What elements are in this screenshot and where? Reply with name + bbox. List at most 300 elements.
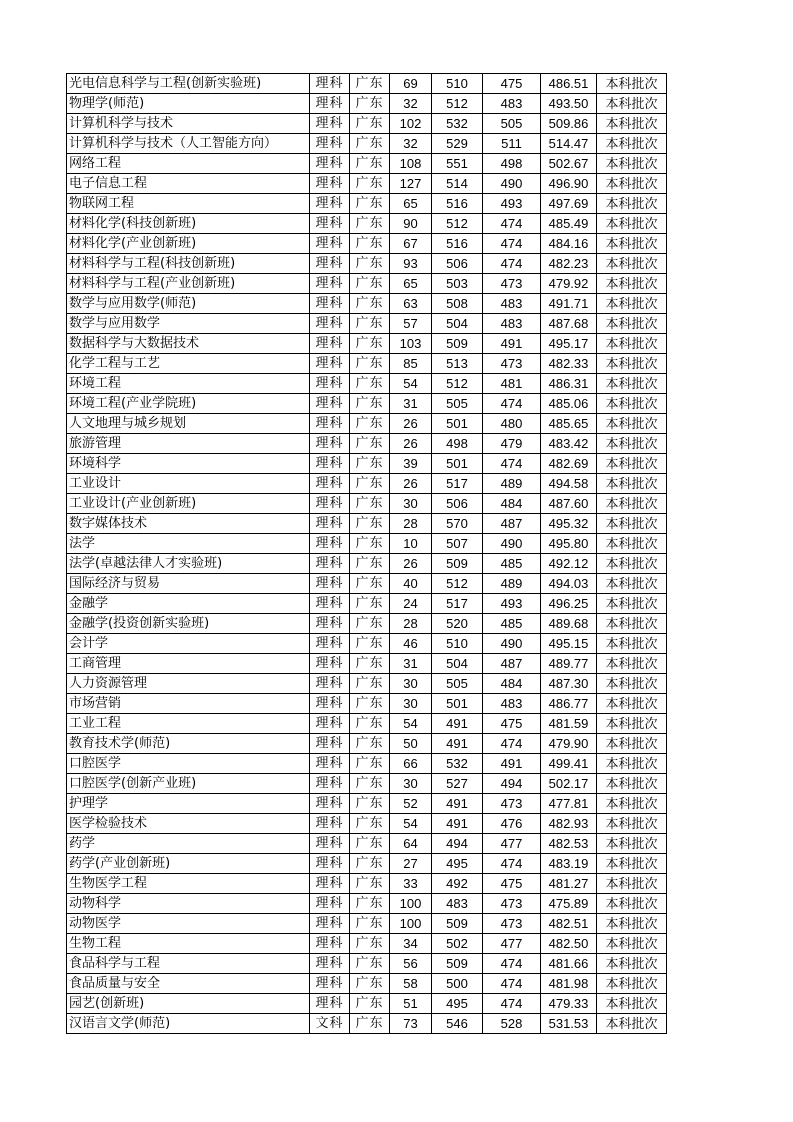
province-cell: 广东 <box>350 634 390 654</box>
min-score-cell: 483 <box>483 294 541 314</box>
category-cell: 理科 <box>310 994 350 1014</box>
enrollment-count-cell: 32 <box>390 94 432 114</box>
table-row <box>67 994 667 1014</box>
category-cell: 理科 <box>310 974 350 994</box>
table-row <box>67 594 667 614</box>
avg-score-cell: 495.17 <box>541 334 597 354</box>
batch-cell: 本科批次 <box>597 834 667 854</box>
table-row <box>67 214 667 234</box>
max-score-cell: 507 <box>432 534 483 554</box>
min-score-cell: 487 <box>483 654 541 674</box>
major-cell: 材料化学(科技创新班) <box>67 214 310 234</box>
enrollment-count-cell: 67 <box>390 234 432 254</box>
province-cell: 广东 <box>350 914 390 934</box>
province-cell: 广东 <box>350 354 390 374</box>
max-score-cell: 506 <box>432 254 483 274</box>
major-cell: 市场营销 <box>67 694 310 714</box>
category-cell: 理科 <box>310 374 350 394</box>
major-cell: 食品质量与安全 <box>67 974 310 994</box>
enrollment-count-cell: 46 <box>390 634 432 654</box>
table-row <box>67 394 667 414</box>
avg-score-cell: 494.58 <box>541 474 597 494</box>
min-score-cell: 474 <box>483 954 541 974</box>
table-row <box>67 374 667 394</box>
table-row <box>67 854 667 874</box>
enrollment-count-cell: 26 <box>390 554 432 574</box>
major-cell: 食品科学与工程 <box>67 954 310 974</box>
province-cell: 广东 <box>350 154 390 174</box>
category-cell: 理科 <box>310 634 350 654</box>
min-score-cell: 490 <box>483 534 541 554</box>
min-score-cell: 483 <box>483 694 541 714</box>
avg-score-cell: 489.68 <box>541 614 597 634</box>
avg-score-cell: 481.66 <box>541 954 597 974</box>
batch-cell: 本科批次 <box>597 594 667 614</box>
table-row <box>67 734 667 754</box>
province-cell: 广东 <box>350 254 390 274</box>
min-score-cell: 474 <box>483 234 541 254</box>
major-cell: 材料科学与工程(产业创新班) <box>67 274 310 294</box>
table-row <box>67 514 667 534</box>
min-score-cell: 474 <box>483 994 541 1014</box>
province-cell: 广东 <box>350 934 390 954</box>
avg-score-cell: 502.17 <box>541 774 597 794</box>
max-score-cell: 551 <box>432 154 483 174</box>
enrollment-count-cell: 30 <box>390 694 432 714</box>
province-cell: 广东 <box>350 554 390 574</box>
avg-score-cell: 482.93 <box>541 814 597 834</box>
province-cell: 广东 <box>350 994 390 1014</box>
avg-score-cell: 497.69 <box>541 194 597 214</box>
avg-score-cell: 496.90 <box>541 174 597 194</box>
avg-score-cell: 502.67 <box>541 154 597 174</box>
major-cell: 旅游管理 <box>67 434 310 454</box>
enrollment-count-cell: 57 <box>390 314 432 334</box>
min-score-cell: 474 <box>483 454 541 474</box>
avg-score-cell: 491.71 <box>541 294 597 314</box>
category-cell: 理科 <box>310 554 350 574</box>
enrollment-count-cell: 58 <box>390 974 432 994</box>
table-row <box>67 634 667 654</box>
avg-score-cell: 531.53 <box>541 1014 597 1034</box>
min-score-cell: 474 <box>483 394 541 414</box>
major-cell: 金融学 <box>67 594 310 614</box>
max-score-cell: 570 <box>432 514 483 534</box>
max-score-cell: 514 <box>432 174 483 194</box>
province-cell: 广东 <box>350 814 390 834</box>
enrollment-count-cell: 28 <box>390 614 432 634</box>
province-cell: 广东 <box>350 734 390 754</box>
table-row <box>67 454 667 474</box>
batch-cell: 本科批次 <box>597 174 667 194</box>
table-row <box>67 754 667 774</box>
max-score-cell: 517 <box>432 474 483 494</box>
category-cell: 理科 <box>310 334 350 354</box>
enrollment-count-cell: 93 <box>390 254 432 274</box>
min-score-cell: 473 <box>483 894 541 914</box>
province-cell: 广东 <box>350 94 390 114</box>
category-cell: 理科 <box>310 934 350 954</box>
province-cell: 广东 <box>350 974 390 994</box>
enrollment-count-cell: 27 <box>390 854 432 874</box>
avg-score-cell: 477.81 <box>541 794 597 814</box>
avg-score-cell: 495.80 <box>541 534 597 554</box>
major-cell: 药学(产业创新班) <box>67 854 310 874</box>
max-score-cell: 491 <box>432 734 483 754</box>
category-cell: 理科 <box>310 234 350 254</box>
major-cell: 工商管理 <box>67 654 310 674</box>
table-row <box>67 914 667 934</box>
table-row <box>67 1014 667 1034</box>
batch-cell: 本科批次 <box>597 674 667 694</box>
batch-cell: 本科批次 <box>597 234 667 254</box>
max-score-cell: 491 <box>432 714 483 734</box>
avg-score-cell: 479.33 <box>541 994 597 1014</box>
min-score-cell: 493 <box>483 194 541 214</box>
min-score-cell: 475 <box>483 74 541 94</box>
enrollment-count-cell: 63 <box>390 294 432 314</box>
batch-cell: 本科批次 <box>597 1014 667 1034</box>
enrollment-count-cell: 100 <box>390 894 432 914</box>
major-cell: 工业工程 <box>67 714 310 734</box>
min-score-cell: 474 <box>483 854 541 874</box>
max-score-cell: 509 <box>432 954 483 974</box>
province-cell: 广东 <box>350 454 390 474</box>
enrollment-count-cell: 69 <box>390 74 432 94</box>
enrollment-count-cell: 31 <box>390 394 432 414</box>
batch-cell: 本科批次 <box>597 574 667 594</box>
avg-score-cell: 487.60 <box>541 494 597 514</box>
major-cell: 网络工程 <box>67 154 310 174</box>
enrollment-count-cell: 90 <box>390 214 432 234</box>
batch-cell: 本科批次 <box>597 134 667 154</box>
major-cell: 化学工程与工艺 <box>67 354 310 374</box>
category-cell: 理科 <box>310 894 350 914</box>
max-score-cell: 512 <box>432 94 483 114</box>
major-cell: 物理学(师范) <box>67 94 310 114</box>
max-score-cell: 501 <box>432 414 483 434</box>
category-cell: 理科 <box>310 274 350 294</box>
category-cell: 理科 <box>310 254 350 274</box>
province-cell: 广东 <box>350 594 390 614</box>
province-cell: 广东 <box>350 674 390 694</box>
province-cell: 广东 <box>350 114 390 134</box>
min-score-cell: 474 <box>483 254 541 274</box>
max-score-cell: 494 <box>432 834 483 854</box>
category-cell: 理科 <box>310 294 350 314</box>
enrollment-count-cell: 54 <box>390 714 432 734</box>
major-cell: 材料科学与工程(科技创新班) <box>67 254 310 274</box>
major-cell: 园艺(创新班) <box>67 994 310 1014</box>
table-row <box>67 294 667 314</box>
batch-cell: 本科批次 <box>597 854 667 874</box>
batch-cell: 本科批次 <box>597 194 667 214</box>
major-cell: 材料化学(产业创新班) <box>67 234 310 254</box>
batch-cell: 本科批次 <box>597 394 667 414</box>
table-row <box>67 674 667 694</box>
major-cell: 光电信息科学与工程(创新实验班) <box>67 74 310 94</box>
batch-cell: 本科批次 <box>597 494 667 514</box>
batch-cell: 本科批次 <box>597 814 667 834</box>
enrollment-count-cell: 50 <box>390 734 432 754</box>
table-row <box>67 174 667 194</box>
batch-cell: 本科批次 <box>597 294 667 314</box>
province-cell: 广东 <box>350 714 390 734</box>
batch-cell: 本科批次 <box>597 914 667 934</box>
batch-cell: 本科批次 <box>597 554 667 574</box>
batch-cell: 本科批次 <box>597 754 667 774</box>
min-score-cell: 473 <box>483 354 541 374</box>
max-score-cell: 546 <box>432 1014 483 1034</box>
table-row <box>67 974 667 994</box>
table-row <box>67 574 667 594</box>
avg-score-cell: 486.31 <box>541 374 597 394</box>
province-cell: 广东 <box>350 774 390 794</box>
max-score-cell: 505 <box>432 674 483 694</box>
table-row <box>67 534 667 554</box>
province-cell: 广东 <box>350 834 390 854</box>
category-cell: 理科 <box>310 674 350 694</box>
batch-cell: 本科批次 <box>597 474 667 494</box>
major-cell: 口腔医学 <box>67 754 310 774</box>
min-score-cell: 475 <box>483 874 541 894</box>
max-score-cell: 491 <box>432 814 483 834</box>
max-score-cell: 502 <box>432 934 483 954</box>
category-cell: 理科 <box>310 534 350 554</box>
max-score-cell: 516 <box>432 234 483 254</box>
avg-score-cell: 479.90 <box>541 734 597 754</box>
enrollment-count-cell: 73 <box>390 1014 432 1034</box>
max-score-cell: 532 <box>432 114 483 134</box>
batch-cell: 本科批次 <box>597 714 667 734</box>
table-row <box>67 154 667 174</box>
enrollment-count-cell: 34 <box>390 934 432 954</box>
max-score-cell: 504 <box>432 654 483 674</box>
avg-score-cell: 484.16 <box>541 234 597 254</box>
category-cell: 理科 <box>310 194 350 214</box>
table-row <box>67 554 667 574</box>
province-cell: 广东 <box>350 874 390 894</box>
category-cell: 理科 <box>310 94 350 114</box>
max-score-cell: 513 <box>432 354 483 374</box>
table-row <box>67 654 667 674</box>
enrollment-count-cell: 32 <box>390 134 432 154</box>
min-score-cell: 505 <box>483 114 541 134</box>
table-row <box>67 494 667 514</box>
max-score-cell: 509 <box>432 334 483 354</box>
min-score-cell: 490 <box>483 174 541 194</box>
batch-cell: 本科批次 <box>597 654 667 674</box>
avg-score-cell: 483.19 <box>541 854 597 874</box>
province-cell: 广东 <box>350 374 390 394</box>
category-cell: 理科 <box>310 454 350 474</box>
avg-score-cell: 483.42 <box>541 434 597 454</box>
avg-score-cell: 486.77 <box>541 694 597 714</box>
major-cell: 动物科学 <box>67 894 310 914</box>
enrollment-count-cell: 30 <box>390 494 432 514</box>
major-cell: 计算机科学与技术（人工智能方向） <box>67 134 310 154</box>
category-cell: 理科 <box>310 134 350 154</box>
category-cell: 理科 <box>310 954 350 974</box>
province-cell: 广东 <box>350 894 390 914</box>
province-cell: 广东 <box>350 694 390 714</box>
batch-cell: 本科批次 <box>597 94 667 114</box>
enrollment-count-cell: 127 <box>390 174 432 194</box>
batch-cell: 本科批次 <box>597 434 667 454</box>
table-row <box>67 334 667 354</box>
avg-score-cell: 495.32 <box>541 514 597 534</box>
major-cell: 数据科学与大数据技术 <box>67 334 310 354</box>
major-cell: 数学与应用数学(师范) <box>67 294 310 314</box>
max-score-cell: 498 <box>432 434 483 454</box>
min-score-cell: 485 <box>483 614 541 634</box>
table-row <box>67 234 667 254</box>
province-cell: 广东 <box>350 434 390 454</box>
min-score-cell: 490 <box>483 634 541 654</box>
batch-cell: 本科批次 <box>597 374 667 394</box>
major-cell: 教育技术学(师范) <box>67 734 310 754</box>
min-score-cell: 493 <box>483 594 541 614</box>
major-cell: 环境工程(产业学院班) <box>67 394 310 414</box>
major-cell: 电子信息工程 <box>67 174 310 194</box>
min-score-cell: 491 <box>483 334 541 354</box>
batch-cell: 本科批次 <box>597 214 667 234</box>
province-cell: 广东 <box>350 174 390 194</box>
table-row <box>67 774 667 794</box>
min-score-cell: 476 <box>483 814 541 834</box>
enrollment-count-cell: 31 <box>390 654 432 674</box>
enrollment-count-cell: 52 <box>390 794 432 814</box>
major-cell: 会计学 <box>67 634 310 654</box>
avg-score-cell: 486.51 <box>541 74 597 94</box>
table-row <box>67 194 667 214</box>
min-score-cell: 479 <box>483 434 541 454</box>
category-cell: 理科 <box>310 114 350 134</box>
category-cell: 理科 <box>310 74 350 94</box>
table-row <box>67 894 667 914</box>
province-cell: 广东 <box>350 214 390 234</box>
batch-cell: 本科批次 <box>597 534 667 554</box>
batch-cell: 本科批次 <box>597 514 667 534</box>
avg-score-cell: 481.27 <box>541 874 597 894</box>
admission-scores-table <box>66 73 667 1034</box>
batch-cell: 本科批次 <box>597 774 667 794</box>
province-cell: 广东 <box>350 334 390 354</box>
batch-cell: 本科批次 <box>597 314 667 334</box>
min-score-cell: 483 <box>483 314 541 334</box>
enrollment-count-cell: 66 <box>390 754 432 774</box>
province-cell: 广东 <box>350 294 390 314</box>
province-cell: 广东 <box>350 1014 390 1034</box>
avg-score-cell: 495.15 <box>541 634 597 654</box>
table-row <box>67 714 667 734</box>
batch-cell: 本科批次 <box>597 414 667 434</box>
major-cell: 口腔医学(创新产业班) <box>67 774 310 794</box>
major-cell: 物联网工程 <box>67 194 310 214</box>
avg-score-cell: 487.30 <box>541 674 597 694</box>
max-score-cell: 495 <box>432 994 483 1014</box>
province-cell: 广东 <box>350 534 390 554</box>
enrollment-count-cell: 64 <box>390 834 432 854</box>
category-cell: 理科 <box>310 814 350 834</box>
major-cell: 生物医学工程 <box>67 874 310 894</box>
max-score-cell: 491 <box>432 794 483 814</box>
avg-score-cell: 489.77 <box>541 654 597 674</box>
batch-cell: 本科批次 <box>597 794 667 814</box>
min-score-cell: 498 <box>483 154 541 174</box>
batch-cell: 本科批次 <box>597 734 667 754</box>
avg-score-cell: 485.49 <box>541 214 597 234</box>
max-score-cell: 492 <box>432 874 483 894</box>
category-cell: 理科 <box>310 714 350 734</box>
enrollment-count-cell: 30 <box>390 774 432 794</box>
min-score-cell: 485 <box>483 554 541 574</box>
batch-cell: 本科批次 <box>597 934 667 954</box>
major-cell: 法学(卓越法律人才实验班) <box>67 554 310 574</box>
category-cell: 理科 <box>310 774 350 794</box>
category-cell: 理科 <box>310 734 350 754</box>
enrollment-count-cell: 26 <box>390 434 432 454</box>
province-cell: 广东 <box>350 134 390 154</box>
province-cell: 广东 <box>350 854 390 874</box>
table-row <box>67 254 667 274</box>
min-score-cell: 484 <box>483 674 541 694</box>
min-score-cell: 474 <box>483 974 541 994</box>
enrollment-count-cell: 39 <box>390 454 432 474</box>
min-score-cell: 511 <box>483 134 541 154</box>
province-cell: 广东 <box>350 754 390 774</box>
enrollment-count-cell: 85 <box>390 354 432 374</box>
category-cell: 理科 <box>310 654 350 674</box>
max-score-cell: 517 <box>432 594 483 614</box>
enrollment-count-cell: 54 <box>390 814 432 834</box>
avg-score-cell: 475.89 <box>541 894 597 914</box>
category-cell: 理科 <box>310 914 350 934</box>
major-cell: 护理学 <box>67 794 310 814</box>
batch-cell: 本科批次 <box>597 874 667 894</box>
table-row <box>67 614 667 634</box>
batch-cell: 本科批次 <box>597 274 667 294</box>
enrollment-count-cell: 102 <box>390 114 432 134</box>
category-cell: 理科 <box>310 754 350 774</box>
max-score-cell: 501 <box>432 694 483 714</box>
major-cell: 法学 <box>67 534 310 554</box>
batch-cell: 本科批次 <box>597 74 667 94</box>
max-score-cell: 506 <box>432 494 483 514</box>
batch-cell: 本科批次 <box>597 954 667 974</box>
category-cell: 理科 <box>310 434 350 454</box>
table-row <box>67 834 667 854</box>
category-cell: 理科 <box>310 594 350 614</box>
enrollment-count-cell: 65 <box>390 274 432 294</box>
max-score-cell: 503 <box>432 274 483 294</box>
enrollment-count-cell: 108 <box>390 154 432 174</box>
max-score-cell: 504 <box>432 314 483 334</box>
major-cell: 数学与应用数学 <box>67 314 310 334</box>
batch-cell: 本科批次 <box>597 354 667 374</box>
max-score-cell: 510 <box>432 74 483 94</box>
category-cell: 理科 <box>310 574 350 594</box>
enrollment-count-cell: 56 <box>390 954 432 974</box>
max-score-cell: 483 <box>432 894 483 914</box>
batch-cell: 本科批次 <box>597 334 667 354</box>
enrollment-count-cell: 51 <box>390 994 432 1014</box>
major-cell: 医学检验技术 <box>67 814 310 834</box>
avg-score-cell: 492.12 <box>541 554 597 574</box>
avg-score-cell: 509.86 <box>541 114 597 134</box>
category-cell: 理科 <box>310 694 350 714</box>
max-score-cell: 529 <box>432 134 483 154</box>
